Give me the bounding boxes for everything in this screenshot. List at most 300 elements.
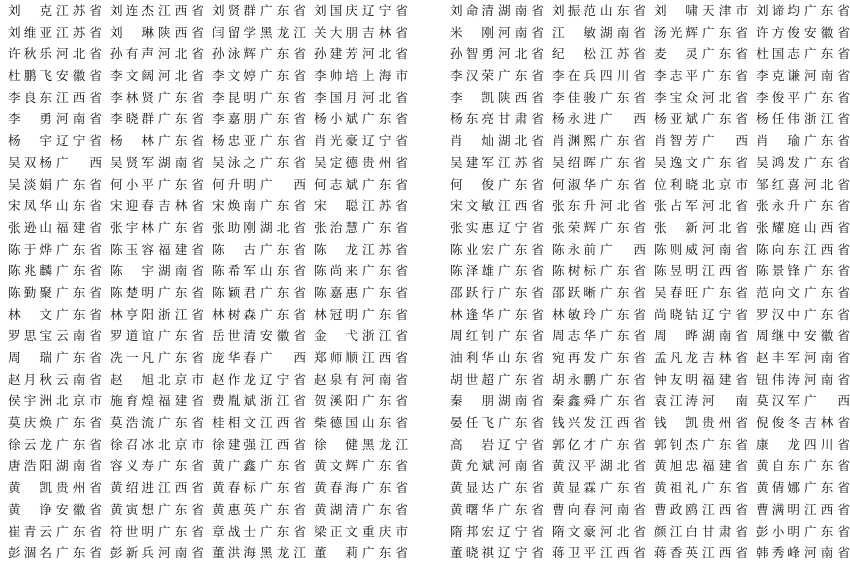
roster-column: [8, 0, 102, 564]
province-name: 河南省: [158, 545, 204, 561]
province-name: 广东省: [600, 133, 646, 149]
roster-entry: [552, 542, 646, 564]
person-name: 宋凤华: [8, 198, 52, 214]
roster-entry: [110, 0, 204, 22]
province-name: 山西省: [804, 219, 850, 235]
roster-entry: [8, 239, 102, 261]
province-name: 广东省: [56, 415, 102, 431]
person-name: 黄春海: [314, 480, 358, 496]
roster-entry: [552, 65, 646, 87]
person-name: 张助刚: [212, 219, 256, 235]
province-name: 广东省: [260, 89, 306, 105]
province-name: 江西省: [804, 241, 850, 257]
person-name: 杨忠亚: [212, 133, 256, 149]
person-name: 吴定德: [314, 154, 358, 170]
roster-entry: [212, 304, 306, 326]
province-name: 广西: [260, 176, 306, 192]
province-name: 吉林省: [702, 350, 748, 365]
person-name: 吴贤军: [110, 154, 154, 170]
province-name: 广东省: [702, 68, 748, 84]
roster-entry: [314, 43, 408, 65]
person-name: 李志平: [654, 68, 698, 84]
roster-entry: [756, 87, 850, 109]
roster-entry: [552, 521, 646, 543]
person-name: 黄春标: [212, 480, 256, 496]
province-name: 浙江省: [804, 111, 850, 127]
province-name: 河北省: [362, 46, 408, 62]
province-name: 江西省: [804, 501, 850, 517]
roster-entry: [654, 0, 748, 22]
province-name: 广东省: [498, 68, 544, 84]
person-name: 高岩: [450, 436, 494, 452]
roster-entry: [756, 22, 850, 44]
roster-entry: [314, 260, 408, 282]
roster-entry: [450, 152, 544, 174]
roster-entry: [552, 152, 646, 174]
person-name: 周瑞: [8, 350, 52, 365]
roster-entry: [552, 325, 646, 347]
province-name: 安徽省: [56, 501, 102, 517]
roster-entry: [8, 304, 102, 326]
roster-entry: [110, 130, 204, 152]
province-name: 广东省: [260, 46, 306, 62]
province-name: 广东省: [498, 415, 544, 431]
province-name: 广东省: [362, 263, 408, 279]
roster-entry: [212, 87, 306, 109]
province-name: 山东省: [56, 198, 102, 214]
person-name: 李在兵: [552, 68, 596, 84]
person-name: 黄祖礼: [654, 480, 698, 496]
person-name: 黄广鑫: [212, 458, 256, 474]
roster-entry: [8, 43, 102, 65]
roster-entry: [654, 260, 748, 282]
person-name: 陈楚明: [110, 284, 154, 300]
person-name: 周红钊: [450, 328, 494, 344]
province-name: 甘肃省: [498, 111, 544, 127]
person-name: 范向文: [756, 284, 800, 300]
province-name: 江西省: [600, 415, 646, 431]
person-name: 钮伟涛: [756, 371, 800, 387]
person-name: 米刚: [450, 24, 494, 40]
person-name: 杜国志: [756, 46, 800, 62]
roster-entry: [8, 174, 102, 196]
roster-entry: [450, 239, 544, 261]
person-name: 刘啸: [654, 3, 698, 18]
province-name: 广东省: [804, 154, 850, 170]
person-name: 李嘉朋: [212, 111, 256, 127]
roster-entry: [314, 369, 408, 391]
province-name: 河北省: [804, 176, 850, 192]
roster-entry: [756, 369, 850, 391]
person-name: 宋焕南: [212, 198, 256, 214]
roster-entry: [654, 22, 748, 44]
person-name: 黄汉平: [552, 458, 596, 474]
province-name: 广东省: [362, 219, 408, 235]
person-name: 冼一凡: [110, 350, 154, 365]
person-name: 宛再发: [552, 350, 596, 365]
person-name: 侯宇洲: [8, 393, 52, 409]
roster-entry: [450, 87, 544, 109]
province-name: 广东省: [158, 328, 204, 344]
roster-entry: [654, 282, 748, 304]
roster-entry: [552, 195, 646, 217]
person-name: 吴泳之: [212, 154, 256, 170]
roster-column: [110, 0, 204, 564]
province-name: 广东省: [158, 350, 204, 365]
roster-entry: [552, 0, 646, 22]
province-name: 广东省: [56, 263, 102, 279]
person-name: 许方俊: [756, 24, 800, 40]
person-name: 钱兴发: [552, 415, 596, 431]
province-name: 广东省: [362, 111, 408, 127]
person-name: 秦朋: [450, 393, 494, 409]
roster-column: [552, 0, 646, 564]
person-name: 陈兆麟: [8, 263, 52, 279]
province-name: 湖南省: [498, 393, 544, 409]
person-name: 汤光辉: [654, 24, 698, 40]
roster-entry: [212, 0, 306, 22]
person-name: 张东升: [552, 198, 596, 214]
province-name: 广东省: [158, 284, 204, 300]
roster-entry: [756, 477, 850, 499]
person-name: 郑师顺: [314, 350, 358, 365]
person-name: 刘命清: [450, 3, 494, 18]
roster-entry: [212, 43, 306, 65]
province-name: 河北省: [498, 46, 544, 62]
roster-entry: [212, 195, 306, 217]
person-name: 孙智勇: [450, 46, 494, 62]
roster-entry: [314, 239, 408, 261]
person-name: 罗思宝: [8, 328, 52, 344]
roster-entry: [110, 260, 204, 282]
province-name: 广东省: [158, 415, 204, 431]
roster-entry: [110, 390, 204, 412]
person-name: 徐云龙: [8, 436, 52, 452]
roster-entry: [654, 347, 748, 369]
roster-entry: [654, 217, 748, 239]
person-name: 康龙: [756, 436, 800, 452]
person-name: 林逢华: [450, 306, 494, 322]
province-name: 广西: [600, 111, 646, 127]
roster-entry: [552, 369, 646, 391]
person-name: 杨东亮: [450, 111, 494, 127]
province-name: 河南省: [498, 24, 544, 40]
province-name: 广东省: [804, 306, 850, 322]
person-name: 林文: [8, 306, 52, 322]
person-name: 钱凯: [654, 415, 698, 431]
province-name: 湖南省: [702, 328, 748, 344]
province-name: 云南省: [56, 371, 102, 387]
province-name: 广西: [600, 241, 646, 257]
province-name: 广东省: [600, 480, 646, 496]
roster-entry: [552, 22, 646, 44]
roster-entry: [450, 412, 544, 434]
person-name: 曹满明: [756, 501, 800, 517]
person-name: 李帅培: [314, 68, 358, 84]
person-name: 陈树标: [552, 263, 596, 279]
province-name: 河北省: [600, 523, 646, 539]
province-name: 广东省: [56, 176, 102, 192]
roster-entry: [8, 108, 102, 130]
province-name: 河北省: [702, 198, 748, 214]
person-name: 陈玉容: [110, 241, 154, 257]
roster-entry: [654, 390, 748, 412]
province-name: 安徽省: [260, 328, 306, 344]
roster-entry: [110, 87, 204, 109]
province-name: 江西省: [158, 480, 204, 496]
person-name: 何小平: [110, 176, 154, 192]
roster-entry: [756, 65, 850, 87]
roster-entry: [756, 152, 850, 174]
province-name: 广东省: [498, 241, 544, 257]
province-name: 广东省: [804, 3, 850, 18]
province-name: 北京市: [158, 371, 204, 387]
person-name: 孙有声: [110, 46, 154, 62]
person-name: 赵旭: [110, 371, 154, 387]
province-name: 江苏省: [362, 198, 408, 214]
person-name: 陈泽雄: [450, 263, 494, 279]
person-name: 周晔: [654, 328, 698, 344]
roster-entry: [450, 174, 544, 196]
person-name: 晏任飞: [450, 415, 494, 431]
person-name: 张逊山: [8, 219, 52, 235]
roster-entry: [212, 390, 306, 412]
province-name: 山东省: [498, 350, 544, 365]
roster-entry: [212, 369, 306, 391]
person-name: 罗道谊: [110, 328, 154, 344]
person-name: 肖渊熙: [552, 133, 596, 149]
person-name: 金弋: [314, 328, 358, 344]
province-name: 辽宁省: [498, 219, 544, 235]
province-name: 江西省: [498, 198, 544, 214]
province-name: 广东省: [600, 263, 646, 279]
province-name: 广东省: [260, 523, 306, 539]
province-name: 广东省: [498, 371, 544, 387]
person-name: 费胤斌: [212, 393, 256, 409]
province-name: 广东省: [260, 480, 306, 496]
person-name: 刘贤群: [212, 3, 256, 18]
person-name: 杨亚斌: [654, 111, 698, 127]
person-name: 桂相文: [212, 415, 256, 431]
province-name: 福建省: [158, 393, 204, 409]
roster-entry: [8, 65, 102, 87]
province-name: 河北省: [702, 219, 748, 235]
province-name: 广东省: [804, 480, 850, 496]
province-name: 北京市: [158, 436, 204, 452]
province-name: 福建省: [158, 241, 204, 257]
roster-entry: [110, 412, 204, 434]
person-name: 陈古: [212, 241, 256, 257]
roster-entry: [552, 499, 646, 521]
person-name: 黄湖清: [314, 501, 358, 517]
roster-entry: [756, 455, 850, 477]
roster-entry: [110, 325, 204, 347]
roster-entry: [314, 195, 408, 217]
province-name: 辽宁省: [498, 545, 544, 561]
roster-entry: [654, 455, 748, 477]
province-name: 河南省: [804, 371, 850, 387]
province-name: 江苏省: [498, 154, 544, 170]
roster-entry: [654, 521, 748, 543]
roster-entry: [8, 412, 102, 434]
person-name: 黄旭忠: [654, 458, 698, 474]
province-name: 广东省: [702, 154, 748, 170]
roster-entry: [8, 521, 102, 543]
province-name: 广东省: [260, 133, 306, 149]
province-name: 广东省: [804, 263, 850, 279]
person-name: 陈尚来: [314, 263, 358, 279]
province-name: 广东省: [600, 284, 646, 300]
person-name: 吴逸文: [654, 154, 698, 170]
person-name: 陈希军: [212, 263, 256, 279]
roster-entry: [212, 217, 306, 239]
roster-entry: [552, 455, 646, 477]
province-name: 广东省: [362, 393, 408, 409]
roster-entry: [654, 108, 748, 130]
person-name: 韩秀峰: [756, 545, 800, 561]
province-name: 广东省: [56, 436, 102, 452]
person-name: 陈则威: [654, 241, 698, 257]
person-name: 陈永前: [552, 241, 596, 257]
province-name: 浙江省: [158, 306, 204, 322]
roster-entry: [314, 455, 408, 477]
province-name: 四川省: [804, 436, 850, 452]
roster-entry: [110, 22, 204, 44]
person-name: 杨任伟: [756, 111, 800, 127]
province-name: 重庆市: [362, 523, 408, 539]
province-name: 辽宁省: [362, 133, 408, 149]
province-name: 安徽省: [804, 328, 850, 344]
roster-entry: [552, 412, 646, 434]
person-name: 位利晓: [654, 176, 698, 192]
roster-entry: [314, 217, 408, 239]
roster-entry: [654, 434, 748, 456]
roster-entry: [756, 412, 850, 434]
roster-entry: [314, 412, 408, 434]
province-name: 河南省: [702, 241, 748, 257]
roster-entry: [314, 304, 408, 326]
person-name: 刘振范: [552, 3, 596, 18]
person-name: 陈向东: [756, 241, 800, 257]
person-name: 林敏玲: [552, 306, 596, 322]
province-name: 贵州省: [362, 154, 408, 170]
person-name: 莫庆焕: [8, 415, 52, 431]
roster-entry: [212, 325, 306, 347]
roster-entry: [8, 347, 102, 369]
roster-entry: [8, 130, 102, 152]
person-name: 赵月秋: [8, 371, 52, 387]
roster-entry: [756, 347, 850, 369]
province-name: 广东省: [498, 501, 544, 517]
person-name: 刘维亚: [8, 24, 52, 40]
province-name: 甘肃省: [702, 523, 748, 539]
person-name: 吴双杨: [8, 154, 52, 170]
province-name: 河北省: [158, 46, 204, 62]
province-name: 黑龙江: [260, 545, 306, 561]
roster-entry: [450, 195, 544, 217]
person-name: 李良东: [8, 89, 52, 105]
province-name: 江苏省: [56, 3, 102, 18]
roster-entry: [8, 195, 102, 217]
person-name: 崔青云: [8, 523, 52, 539]
roster-entry: [552, 174, 646, 196]
roster-entry: [212, 499, 306, 521]
roster-entry: [212, 477, 306, 499]
roster-entry: [450, 347, 544, 369]
person-name: 刘琳: [110, 24, 154, 40]
roster-entry: [314, 152, 408, 174]
person-name: 孙建芳: [314, 46, 358, 62]
person-name: 杨小斌: [314, 111, 358, 127]
province-name: 广东省: [362, 545, 408, 561]
roster-entry: [450, 260, 544, 282]
person-name: 何俊: [450, 176, 494, 192]
roster-entry: [212, 260, 306, 282]
person-name: 黄惠英: [212, 501, 256, 517]
person-name: 李汉荣: [450, 68, 494, 84]
person-name: 关大朋: [314, 24, 358, 40]
roster-entry: [552, 130, 646, 152]
roster-entry: [212, 521, 306, 543]
roster-entry: [110, 152, 204, 174]
roster-entry: [8, 434, 102, 456]
province-name: 江西省: [702, 501, 748, 517]
roster-entry: [314, 22, 408, 44]
person-name: 李佳骏: [552, 89, 596, 105]
province-name: 广西: [260, 350, 306, 365]
roster-entry: [654, 477, 748, 499]
roster-entry: [450, 477, 544, 499]
roster-entry: [8, 325, 102, 347]
person-name: 董洪海: [212, 545, 256, 561]
province-name: 湖北省: [260, 219, 306, 235]
province-name: 黑龙江: [260, 24, 306, 40]
person-name: 蒋卫平: [552, 545, 596, 561]
person-name: 李国月: [314, 89, 358, 105]
person-name: 陈景锋: [756, 263, 800, 279]
person-name: 钟友明: [654, 371, 698, 387]
roster-entry: [212, 152, 306, 174]
province-name: 广东省: [498, 480, 544, 496]
province-name: 黑龙江: [362, 436, 408, 452]
person-name: 刘国庆: [314, 3, 358, 18]
roster-entry: [654, 239, 748, 261]
roster-entry: [110, 217, 204, 239]
roster-entry: [8, 217, 102, 239]
person-name: 柴德国: [314, 415, 358, 431]
province-name: 辽宁省: [56, 133, 102, 149]
person-name: 彭小明: [756, 523, 800, 539]
province-name: 广东省: [498, 306, 544, 322]
person-name: 李宝众: [654, 89, 698, 105]
province-name: 广东省: [260, 111, 306, 127]
roster-entry: [654, 499, 748, 521]
province-name: 广东省: [600, 393, 646, 409]
province-name: 广东省: [260, 284, 306, 300]
roster-entry: [756, 390, 850, 412]
person-name: 杜鹏飞: [8, 68, 52, 84]
person-name: 林亨阳: [110, 306, 154, 322]
province-name: 河南省: [804, 68, 850, 84]
province-name: 江苏省: [56, 24, 102, 40]
province-name: 广东省: [158, 458, 204, 474]
province-name: 广东省: [260, 68, 306, 84]
province-name: 广东省: [260, 3, 306, 18]
person-name: 容义寿: [110, 458, 154, 474]
province-name: 广东省: [56, 545, 102, 561]
province-name: 河南省: [498, 458, 544, 474]
person-name: 张实惠: [450, 219, 494, 235]
